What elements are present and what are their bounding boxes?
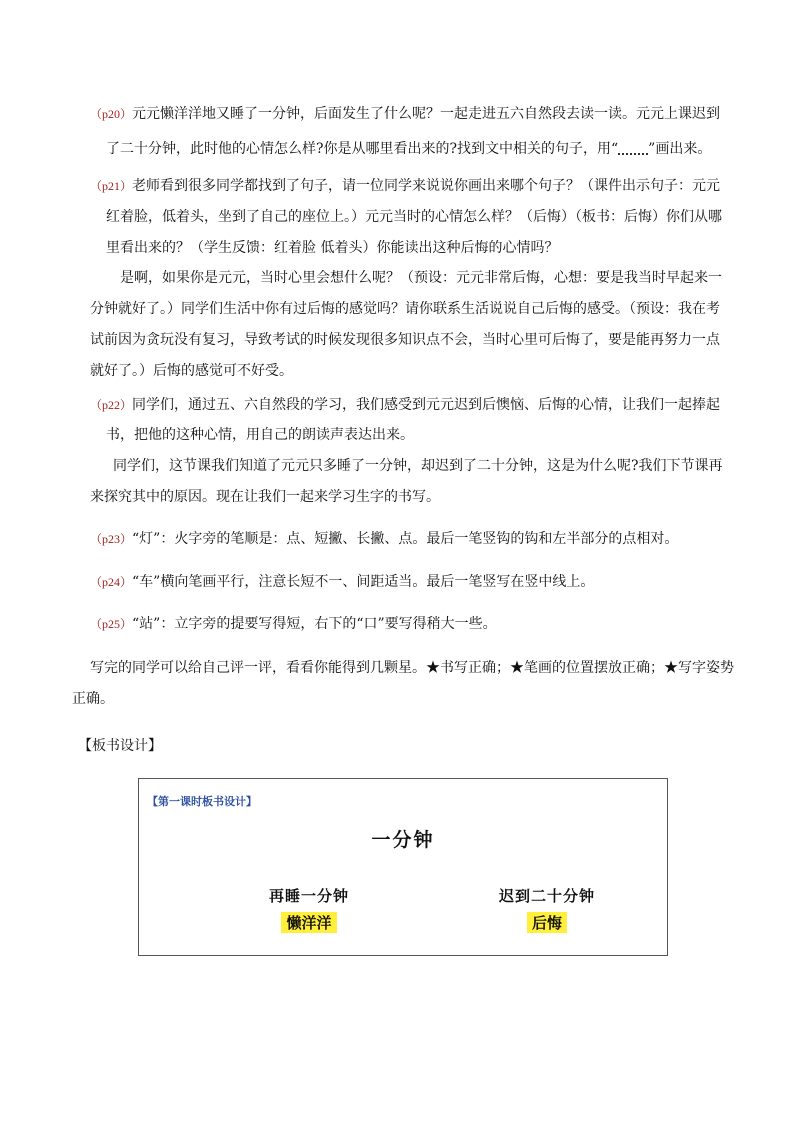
wavy-underline-icon bbox=[618, 143, 648, 155]
board-right-column bbox=[477, 885, 617, 933]
text: “车”横向笔画平行，注意长短不一、间距适当。最后一笔竖写在竖中线上。 bbox=[132, 574, 595, 590]
slide-tag: （p20） bbox=[90, 107, 133, 121]
paragraph-line: 同学们，这节课我们知道了元元只多睡了一分钟，却迟到了二十分钟，这是为什么呢?我们下节课再 bbox=[113, 458, 723, 474]
slide-tag: （p21） bbox=[90, 179, 133, 193]
paragraph-line bbox=[106, 139, 711, 159]
blackboard-design-box bbox=[138, 778, 668, 956]
text: “站”：立字旁的提要写得短，右下的“口”要写得稍大一些。 bbox=[132, 616, 497, 632]
board-title: 一分钟 bbox=[371, 829, 435, 851]
slide-tag: （p22） bbox=[90, 398, 133, 412]
paragraph-line: 分钟就好了。）同学们生活中你有过后悔的感觉吗？请你联系生活说说自己后悔的感受。（预设：我在考 bbox=[90, 301, 720, 317]
paragraph-line bbox=[90, 395, 720, 415]
slide-tag: （p23） bbox=[90, 532, 133, 546]
paragraph-line: 写完的同学可以给自己评一评，看看你能得到几颗星。★书写正确；★笔画的位置摆放正确；★写字姿势 bbox=[90, 660, 734, 676]
paragraph-line: 就好了。）后悔的感觉可不好受。 bbox=[90, 363, 293, 379]
paragraph-line: 试前因为贪玩没有复习，导致考试的时候发现很多知识点不会，当时心里可后悔了，要是能再努力一点 bbox=[90, 332, 720, 348]
section-heading: 【板书设计】 bbox=[78, 738, 162, 754]
paragraph-line: 书，把他的这种心情，用自己的朗读声表达出来。 bbox=[106, 427, 414, 443]
text: “灯”：火字旁的笔顺是：点、短撇、长撇、点。最后一笔竖钩的钩和左半部分的点相对。 bbox=[132, 531, 679, 547]
left-highlight: 懒洋洋 bbox=[281, 912, 336, 933]
text: 元元懒洋洋地又睡了一分钟，后面发生了什么呢？一起走进五六自然段去读一读。元元上课迟到 bbox=[132, 106, 721, 122]
paragraph-line: 是啊，如果你是元元，当时心里会想什么呢？（预设：元元非常后悔，心想：要是我当时早起来一 bbox=[120, 270, 722, 286]
board-label: 【第一课时板书设计】 bbox=[147, 795, 257, 808]
slide-tag: （p25） bbox=[90, 617, 133, 631]
text: 了二十分钟，此时他的心情怎么样?你是从哪里看出来的?找到文中相关的句子，用“ bbox=[106, 141, 619, 157]
paragraph-line bbox=[90, 614, 497, 634]
paragraph-line bbox=[90, 572, 594, 592]
paragraph-line: 来探究其中的原因。现在让我们一起来学习生字的书写。 bbox=[90, 489, 440, 505]
slide-tag: （p24） bbox=[90, 575, 133, 589]
board-left-column bbox=[239, 885, 379, 933]
text: ”画出来。 bbox=[648, 141, 712, 157]
paragraph-line: 红着脸，低着头，坐到了自己的座位上。）元元当时的心情怎么样？（后悔）（板书：后悔）你们从哪 bbox=[106, 209, 722, 225]
text: 老师看到很多同学都找到了句子，请一位同学来说说你画出来哪个句子？（课件出示句子：元元 bbox=[132, 178, 721, 194]
paragraph-line: 里看出来的？（学生反馈：红着脸 低着头）你能读出这种后悔的心情吗？ bbox=[106, 240, 559, 256]
paragraph-line bbox=[90, 176, 720, 196]
right-phrase: 迟到二十分钟 bbox=[498, 887, 595, 905]
text: 同学们，通过五、六自然段的学习，我们感受到元元迟到后懊恼、后悔的心情，让我们一起捧起 bbox=[132, 397, 721, 413]
paragraph-line: 正确。 bbox=[72, 691, 114, 707]
left-phrase: 再睡一分钟 bbox=[268, 887, 349, 905]
paragraph-line bbox=[90, 104, 720, 124]
paragraph-line bbox=[90, 529, 678, 549]
right-highlight: 后悔 bbox=[527, 912, 567, 933]
